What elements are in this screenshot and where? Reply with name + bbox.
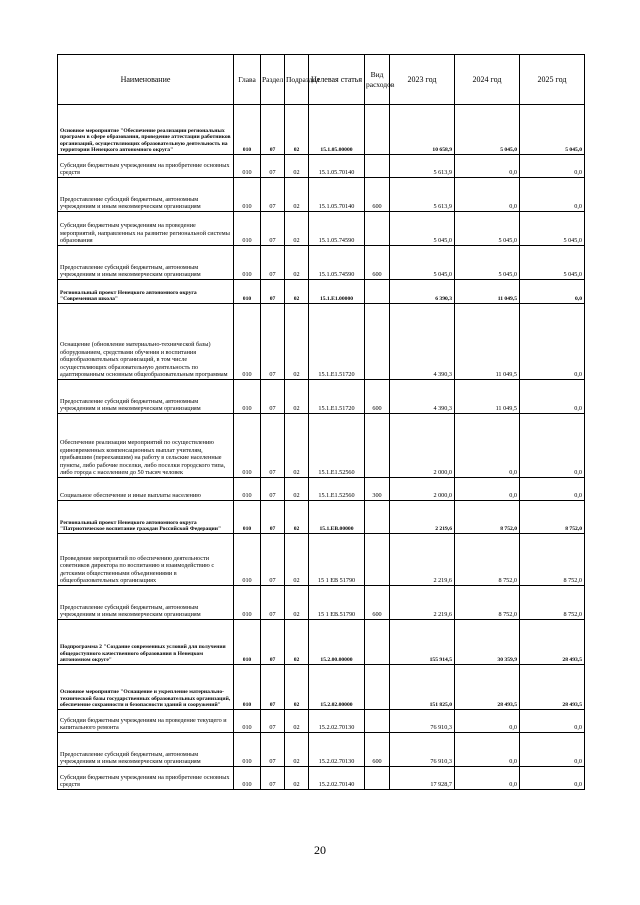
row-value-2023: 5 045,0 <box>390 212 455 246</box>
row-chapter: 010 <box>234 767 261 790</box>
row-subsection: 02 <box>285 710 309 733</box>
row-section: 07 <box>261 246 285 280</box>
row-value-2023: 5 613,9 <box>390 178 455 212</box>
row-value-2025: 8 752,0 <box>520 534 585 586</box>
row-value-2024: 11 049,5 <box>455 304 520 380</box>
page-number: 20 <box>314 843 326 857</box>
header-chapter: Глава <box>234 55 261 105</box>
table-row <box>58 414 585 478</box>
row-chapter: 010 <box>234 212 261 246</box>
row-value-2025: 0,0 <box>520 767 585 790</box>
row-name: Основное мероприятие "Оснащение и укрепление материально-технической базы государственных образовательных организаций, обеспечение сохранности и безопасности зданий и сооружений" <box>58 665 234 710</box>
table-row <box>58 767 585 790</box>
row-exp-type <box>365 665 390 710</box>
row-value-2023: 4 390,3 <box>390 304 455 380</box>
row-target: 15.1.05.74590 <box>309 246 365 280</box>
row-target: 15.1.05.00000 <box>309 105 365 155</box>
row-value-2025: 0,0 <box>520 710 585 733</box>
row-name: Предоставление субсидий бюджетным, автономным учреждениям и иным некоммерческим организациям <box>58 380 234 414</box>
table-row <box>58 733 585 767</box>
row-value-2024: 11 049,5 <box>455 280 520 304</box>
row-subsection: 02 <box>285 414 309 478</box>
row-section: 07 <box>261 534 285 586</box>
table-body <box>58 105 585 790</box>
row-chapter: 010 <box>234 710 261 733</box>
row-section: 07 <box>261 733 285 767</box>
row-value-2023: 4 390,3 <box>390 380 455 414</box>
row-target: 15.1.Е1.52560 <box>309 414 365 478</box>
row-chapter: 010 <box>234 586 261 620</box>
table-row <box>58 246 585 280</box>
table-header-row <box>58 55 585 105</box>
row-value-2023: 76 910,3 <box>390 733 455 767</box>
row-target: 15 1 ЕВ.51790 <box>309 586 365 620</box>
row-target: 15.1.ЕВ.00000 <box>309 501 365 534</box>
table-row <box>58 478 585 501</box>
row-value-2024: 30 359,9 <box>455 620 520 665</box>
row-value-2024: 28 493,5 <box>455 665 520 710</box>
row-value-2025: 0,0 <box>520 478 585 501</box>
row-value-2024: 5 045,0 <box>455 246 520 280</box>
row-name: Оснащение (обновление материально-технической базы) оборудованием, средствами обучения и воспитания общеобразовательных организаций, в том числе осуществляющих образовательную деятельность по адаптированным основным общеобразовательным программам <box>58 304 234 380</box>
row-target: 15.2.02.70140 <box>309 767 365 790</box>
row-target: 15.1.Е1.00000 <box>309 280 365 304</box>
row-chapter: 010 <box>234 105 261 155</box>
row-name: Социальное обеспечение и иные выплаты населению <box>58 478 234 501</box>
row-value-2023: 2 000,0 <box>390 478 455 501</box>
row-target: 15.2.02.70130 <box>309 733 365 767</box>
row-subsection: 02 <box>285 767 309 790</box>
row-subsection: 02 <box>285 501 309 534</box>
row-chapter: 010 <box>234 733 261 767</box>
row-subsection: 02 <box>285 280 309 304</box>
row-target: 15 1 ЕВ 51790 <box>309 534 365 586</box>
row-value-2025: 28 493,5 <box>520 620 585 665</box>
row-value-2023: 2 219,6 <box>390 534 455 586</box>
row-chapter: 010 <box>234 665 261 710</box>
table-row <box>58 178 585 212</box>
row-value-2025: 0,0 <box>520 155 585 178</box>
table-row <box>58 212 585 246</box>
row-name: Предоставление субсидий бюджетным, автономным учреждениям и иным некоммерческим организациям <box>58 246 234 280</box>
table-row <box>58 280 585 304</box>
row-value-2024: 0,0 <box>455 767 520 790</box>
header-2023: 2023 год <box>390 55 455 105</box>
row-exp-type <box>365 534 390 586</box>
row-target: 15.1.05.70140 <box>309 178 365 212</box>
row-exp-type <box>365 280 390 304</box>
row-section: 07 <box>261 105 285 155</box>
row-name: Субсидии бюджетным учреждениям на приобретение основных средств <box>58 155 234 178</box>
row-value-2023: 2 000,0 <box>390 414 455 478</box>
row-subsection: 02 <box>285 212 309 246</box>
row-section: 07 <box>261 665 285 710</box>
row-subsection: 02 <box>285 534 309 586</box>
row-section: 07 <box>261 280 285 304</box>
row-section: 07 <box>261 304 285 380</box>
row-section: 07 <box>261 178 285 212</box>
row-exp-type <box>365 212 390 246</box>
row-target: 15.1.Е1.52560 <box>309 478 365 501</box>
row-exp-type: 600 <box>365 246 390 280</box>
row-chapter: 010 <box>234 280 261 304</box>
table-row <box>58 534 585 586</box>
row-section: 07 <box>261 767 285 790</box>
row-value-2024: 0,0 <box>455 710 520 733</box>
row-chapter: 010 <box>234 414 261 478</box>
row-target: 15.1.05.74590 <box>309 212 365 246</box>
row-subsection: 02 <box>285 178 309 212</box>
row-name: Субсидии бюджетным учреждениям на проведение текущего и капитального ремонта <box>58 710 234 733</box>
row-name: Обеспечение реализации мероприятий по осуществлению единовременных компенсационных выплат учителям, прибывшим (переехавшим) на работу в сельские населенные пункты, либо рабочие поселки, либо поселки городского типа, либо города с населением до 50 тысяч человек <box>58 414 234 478</box>
row-exp-type <box>365 414 390 478</box>
row-subsection: 02 <box>285 586 309 620</box>
row-name: Предоставление субсидий бюджетным, автономным учреждениям и иным некоммерческим организациям <box>58 178 234 212</box>
row-chapter: 010 <box>234 380 261 414</box>
row-value-2024: 8 752,0 <box>455 586 520 620</box>
row-target: 15.1.05.70140 <box>309 155 365 178</box>
table-row <box>58 586 585 620</box>
row-name: Региональный проект Ненецкого автономного округа "Патриотическое воспитание граждан Российской Федерации" <box>58 501 234 534</box>
row-chapter: 010 <box>234 620 261 665</box>
row-value-2023: 2 219,6 <box>390 501 455 534</box>
row-subsection: 02 <box>285 733 309 767</box>
table-row <box>58 304 585 380</box>
row-exp-type <box>365 620 390 665</box>
row-subsection: 02 <box>285 246 309 280</box>
table-row <box>58 710 585 733</box>
header-name: Наименование <box>58 55 234 105</box>
table-row <box>58 665 585 710</box>
row-value-2025: 8 752,0 <box>520 586 585 620</box>
budget-table <box>57 54 585 790</box>
row-section: 07 <box>261 710 285 733</box>
row-value-2023: 151 825,0 <box>390 665 455 710</box>
row-name: Субсидии бюджетным учреждениям на проведение мероприятий, направленных на развитие региональной системы образования <box>58 212 234 246</box>
row-exp-type: 600 <box>365 178 390 212</box>
header-subsection: Подраздел <box>285 55 309 105</box>
row-value-2025: 5 045,0 <box>520 212 585 246</box>
row-value-2025: 28 493,5 <box>520 665 585 710</box>
row-exp-type <box>365 304 390 380</box>
row-value-2025: 0,0 <box>520 280 585 304</box>
row-value-2024: 0,0 <box>455 178 520 212</box>
row-exp-type: 600 <box>365 586 390 620</box>
row-value-2023: 2 219,6 <box>390 586 455 620</box>
row-name: Региональный проект Ненецкого автономного округа "Современная школа" <box>58 280 234 304</box>
row-section: 07 <box>261 586 285 620</box>
row-value-2024: 5 045,0 <box>455 105 520 155</box>
row-chapter: 010 <box>234 178 261 212</box>
row-value-2023: 10 658,9 <box>390 105 455 155</box>
row-subsection: 02 <box>285 380 309 414</box>
row-value-2025: 5 045,0 <box>520 105 585 155</box>
row-target: 15.2.02.70130 <box>309 710 365 733</box>
row-subsection: 02 <box>285 665 309 710</box>
row-value-2024: 11 049,5 <box>455 380 520 414</box>
row-value-2025: 0,0 <box>520 304 585 380</box>
header-exp-type: Вид расходов <box>365 55 390 105</box>
row-value-2025: 0,0 <box>520 178 585 212</box>
row-value-2024: 0,0 <box>455 155 520 178</box>
row-value-2025: 0,0 <box>520 414 585 478</box>
row-value-2024: 0,0 <box>455 733 520 767</box>
row-exp-type <box>365 767 390 790</box>
row-name: Предоставление субсидий бюджетным, автономным учреждениям и иным некоммерческим организациям <box>58 586 234 620</box>
row-value-2023: 17 928,7 <box>390 767 455 790</box>
row-value-2025: 0,0 <box>520 380 585 414</box>
row-exp-type <box>365 155 390 178</box>
row-value-2024: 8 752,0 <box>455 534 520 586</box>
row-chapter: 010 <box>234 304 261 380</box>
row-target: 15.2.00.00000 <box>309 620 365 665</box>
row-target: 15.1.Е1.51720 <box>309 304 365 380</box>
row-exp-type: 300 <box>365 478 390 501</box>
row-value-2025: 8 752,0 <box>520 501 585 534</box>
row-name: Проведение мероприятий по обеспечению деятельности советников директора по воспитанию и взаимодействию с детскими общественными объединениями в общеобразовательных организациях <box>58 534 234 586</box>
row-subsection: 02 <box>285 478 309 501</box>
table-row <box>58 501 585 534</box>
row-exp-type: 600 <box>365 733 390 767</box>
row-value-2025: 5 045,0 <box>520 246 585 280</box>
row-target: 15.1.Е1.51720 <box>309 380 365 414</box>
row-chapter: 010 <box>234 534 261 586</box>
row-chapter: 010 <box>234 155 261 178</box>
row-subsection: 02 <box>285 105 309 155</box>
row-name: Субсидии бюджетным учреждениям на приобретение основных средств <box>58 767 234 790</box>
table-row <box>58 155 585 178</box>
row-name: Предоставление субсидий бюджетным, автономным учреждениям и иным некоммерческим организациям <box>58 733 234 767</box>
table-row <box>58 380 585 414</box>
table-row <box>58 105 585 155</box>
row-value-2024: 0,0 <box>455 414 520 478</box>
row-section: 07 <box>261 620 285 665</box>
row-subsection: 02 <box>285 304 309 380</box>
row-value-2024: 8 752,0 <box>455 501 520 534</box>
row-section: 07 <box>261 380 285 414</box>
row-value-2024: 0,0 <box>455 478 520 501</box>
row-section: 07 <box>261 212 285 246</box>
row-exp-type: 600 <box>365 380 390 414</box>
row-value-2025: 0,0 <box>520 733 585 767</box>
row-section: 07 <box>261 414 285 478</box>
row-chapter: 010 <box>234 501 261 534</box>
row-section: 07 <box>261 501 285 534</box>
row-chapter: 010 <box>234 478 261 501</box>
row-name: Подпрограмма 2 "Создание современных условий для получения общедоступного качественного образования в Ненецком автономном округе" <box>58 620 234 665</box>
row-chapter: 010 <box>234 246 261 280</box>
row-value-2023: 6 390,3 <box>390 280 455 304</box>
row-section: 07 <box>261 478 285 501</box>
header-target: Целевая статья <box>309 55 365 105</box>
row-name: Основное мероприятие "Обеспечение реализации региональных программ в сфере образования, проведение аттестации работников организаций, осуществляющих образовательную деятельность на территории Ненецкого автономного округа" <box>58 105 234 155</box>
header-2025: 2025 год <box>520 55 585 105</box>
row-value-2023: 5 045,0 <box>390 246 455 280</box>
header-2024: 2024 год <box>455 55 520 105</box>
table-row <box>58 620 585 665</box>
row-exp-type <box>365 105 390 155</box>
row-target: 15.2.02.00000 <box>309 665 365 710</box>
row-subsection: 02 <box>285 620 309 665</box>
row-exp-type <box>365 710 390 733</box>
row-section: 07 <box>261 155 285 178</box>
row-value-2024: 5 045,0 <box>455 212 520 246</box>
row-subsection: 02 <box>285 155 309 178</box>
header-section: Раздел <box>261 55 285 105</box>
row-value-2023: 5 613,9 <box>390 155 455 178</box>
row-value-2023: 76 910,3 <box>390 710 455 733</box>
row-exp-type <box>365 501 390 534</box>
row-value-2023: 155 914,5 <box>390 620 455 665</box>
